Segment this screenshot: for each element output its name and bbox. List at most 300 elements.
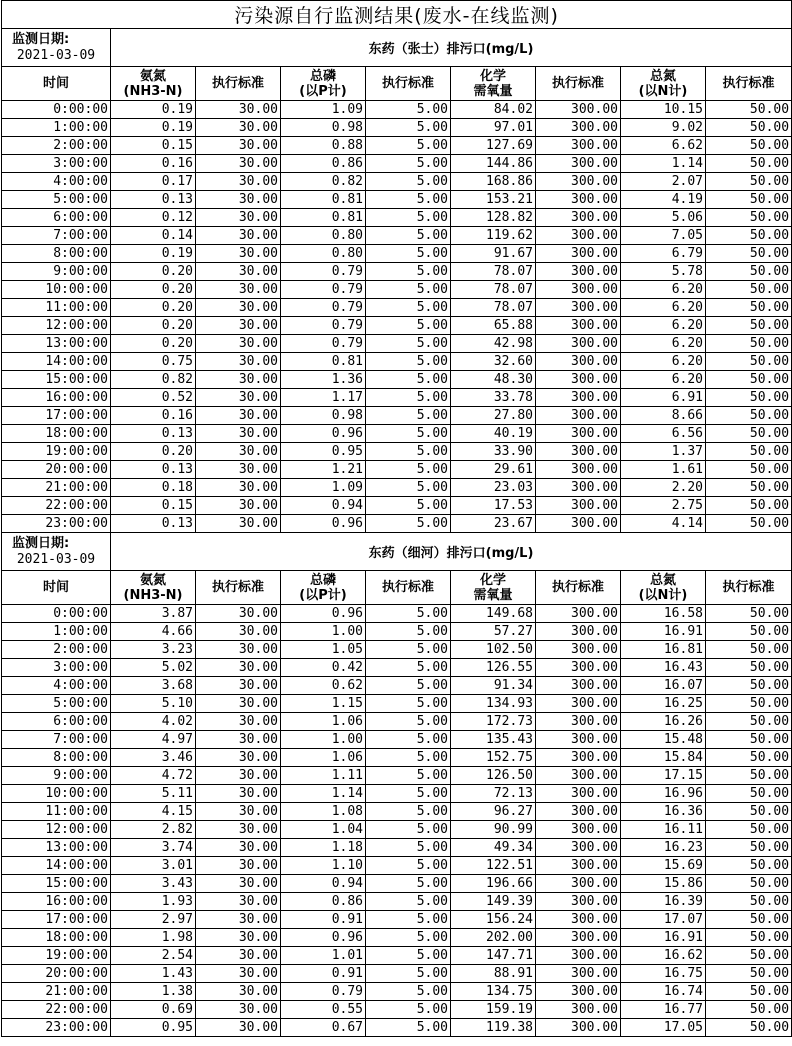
column-header-line1: 执行标准 — [381, 580, 434, 595]
value-cell: 30.00 — [196, 173, 281, 191]
outlet-title: 东药（张士）排污口(mg/L) — [111, 29, 792, 67]
value-cell: 0.79 — [281, 263, 366, 281]
value-cell: 1.00 — [281, 731, 366, 749]
value-cell: 16.77 — [621, 1001, 706, 1019]
value-cell: 50.00 — [706, 911, 792, 929]
value-cell: 5.00 — [366, 749, 451, 767]
value-cell: 5.78 — [621, 263, 706, 281]
value-cell: 0.13 — [111, 425, 196, 443]
value-cell: 5.00 — [366, 695, 451, 713]
value-cell: 5.00 — [366, 875, 451, 893]
value-cell: 5.00 — [366, 335, 451, 353]
value-cell: 300.00 — [536, 713, 621, 731]
value-cell: 50.00 — [706, 983, 792, 1001]
value-cell: 300.00 — [536, 425, 621, 443]
value-cell: 0.13 — [111, 461, 196, 479]
value-cell: 128.82 — [451, 209, 536, 227]
value-cell: 126.50 — [451, 767, 536, 785]
value-cell: 16.91 — [621, 929, 706, 947]
value-cell: 5.00 — [366, 623, 451, 641]
value-cell: 4.19 — [621, 191, 706, 209]
column-header-row — [2, 67, 792, 101]
time-cell: 5:00:00 — [2, 191, 111, 209]
value-cell: 5.00 — [366, 425, 451, 443]
time-cell: 15:00:00 — [2, 875, 111, 893]
value-cell: 3.46 — [111, 749, 196, 767]
value-cell: 32.60 — [451, 353, 536, 371]
value-cell: 50.00 — [706, 263, 792, 281]
value-cell: 0.95 — [281, 443, 366, 461]
table-row — [2, 875, 792, 893]
value-cell: 50.00 — [706, 497, 792, 515]
value-cell: 23.03 — [451, 479, 536, 497]
value-cell: 30.00 — [196, 947, 281, 965]
value-cell: 1.93 — [111, 893, 196, 911]
column-header-line2: (以N计) — [638, 587, 688, 603]
value-cell: 300.00 — [536, 875, 621, 893]
value-cell: 149.68 — [451, 605, 536, 623]
table-row — [2, 281, 792, 299]
value-cell: 0.94 — [281, 497, 366, 515]
value-cell: 5.00 — [366, 821, 451, 839]
table-row — [2, 623, 792, 641]
value-cell: 5.00 — [366, 1001, 451, 1019]
value-cell: 1.09 — [281, 101, 366, 119]
column-header — [706, 67, 792, 101]
value-cell: 50.00 — [706, 713, 792, 731]
table-row — [2, 1019, 792, 1037]
value-cell: 16.11 — [621, 821, 706, 839]
value-cell: 1.01 — [281, 947, 366, 965]
value-cell: 2.20 — [621, 479, 706, 497]
value-cell: 2.07 — [621, 173, 706, 191]
time-cell: 9:00:00 — [2, 767, 111, 785]
value-cell: 30.00 — [196, 335, 281, 353]
table-row — [2, 911, 792, 929]
value-cell: 6.20 — [621, 317, 706, 335]
column-header — [111, 67, 196, 101]
column-header — [281, 67, 366, 101]
time-cell: 17:00:00 — [2, 407, 111, 425]
table-row — [2, 119, 792, 137]
value-cell: 5.00 — [366, 731, 451, 749]
time-cell: 13:00:00 — [2, 335, 111, 353]
column-header-line2: (NH3-N) — [123, 587, 183, 603]
monitoring-table — [1, 0, 792, 1037]
value-cell: 5.00 — [366, 785, 451, 803]
value-cell: 0.91 — [281, 965, 366, 983]
value-cell: 50.00 — [706, 335, 792, 353]
value-cell: 300.00 — [536, 767, 621, 785]
value-cell: 30.00 — [196, 119, 281, 137]
value-cell: 6.79 — [621, 245, 706, 263]
value-cell: 6.20 — [621, 281, 706, 299]
time-cell: 8:00:00 — [2, 749, 111, 767]
value-cell: 30.00 — [196, 857, 281, 875]
value-cell: 1.18 — [281, 839, 366, 857]
column-header-line1: 总磷 — [309, 572, 336, 588]
value-cell: 16.81 — [621, 641, 706, 659]
value-cell: 50.00 — [706, 299, 792, 317]
column-header-line1: 氨氮 — [139, 68, 166, 84]
value-cell: 50.00 — [706, 209, 792, 227]
value-cell: 5.00 — [366, 1019, 451, 1037]
value-cell: 300.00 — [536, 371, 621, 389]
value-cell: 16.23 — [621, 839, 706, 857]
value-cell: 300.00 — [536, 911, 621, 929]
time-cell: 0:00:00 — [2, 101, 111, 119]
value-cell: 1.10 — [281, 857, 366, 875]
table-row — [2, 983, 792, 1001]
table-row — [2, 443, 792, 461]
value-cell: 50.00 — [706, 515, 792, 533]
time-cell: 0:00:00 — [2, 605, 111, 623]
value-cell: 0.13 — [111, 515, 196, 533]
time-cell: 18:00:00 — [2, 929, 111, 947]
value-cell: 300.00 — [536, 839, 621, 857]
value-cell: 0.12 — [111, 209, 196, 227]
time-cell: 18:00:00 — [2, 425, 111, 443]
column-header — [621, 67, 706, 101]
table-row — [2, 965, 792, 983]
value-cell: 50.00 — [706, 281, 792, 299]
time-cell: 5:00:00 — [2, 695, 111, 713]
time-cell: 2:00:00 — [2, 137, 111, 155]
time-cell: 9:00:00 — [2, 263, 111, 281]
monitoring-date-value: 2021-03-09 — [16, 551, 96, 567]
value-cell: 0.96 — [281, 425, 366, 443]
value-cell: 5.00 — [366, 515, 451, 533]
table-row — [2, 335, 792, 353]
value-cell: 0.19 — [111, 101, 196, 119]
value-cell: 30.00 — [196, 641, 281, 659]
time-cell: 3:00:00 — [2, 659, 111, 677]
value-cell: 0.79 — [281, 281, 366, 299]
value-cell: 15.86 — [621, 875, 706, 893]
value-cell: 48.30 — [451, 371, 536, 389]
column-header-line1: 执行标准 — [551, 76, 604, 91]
value-cell: 4.66 — [111, 623, 196, 641]
value-cell: 0.19 — [111, 119, 196, 137]
value-cell: 30.00 — [196, 659, 281, 677]
value-cell: 5.00 — [366, 605, 451, 623]
value-cell: 5.00 — [366, 209, 451, 227]
column-header-line2: 需氧量 — [473, 83, 513, 99]
value-cell: 50.00 — [706, 371, 792, 389]
report-title: 污染源自行监测结果(废水-在线监测) — [2, 1, 792, 29]
value-cell: 1.08 — [281, 803, 366, 821]
value-cell: 300.00 — [536, 695, 621, 713]
table-row — [2, 263, 792, 281]
value-cell: 0.80 — [281, 227, 366, 245]
value-cell: 78.07 — [451, 263, 536, 281]
title-row — [2, 1, 792, 29]
value-cell: 97.01 — [451, 119, 536, 137]
column-header — [2, 571, 111, 605]
value-cell: 50.00 — [706, 191, 792, 209]
table-row — [2, 497, 792, 515]
value-cell: 65.88 — [451, 317, 536, 335]
table-row — [2, 173, 792, 191]
value-cell: 300.00 — [536, 785, 621, 803]
table-row — [2, 839, 792, 857]
value-cell: 5.00 — [366, 173, 451, 191]
value-cell: 16.39 — [621, 893, 706, 911]
value-cell: 30.00 — [196, 191, 281, 209]
time-cell: 11:00:00 — [2, 299, 111, 317]
value-cell: 16.75 — [621, 965, 706, 983]
time-cell: 23:00:00 — [2, 515, 111, 533]
value-cell: 300.00 — [536, 299, 621, 317]
value-cell: 2.54 — [111, 947, 196, 965]
value-cell: 50.00 — [706, 947, 792, 965]
value-cell: 1.04 — [281, 821, 366, 839]
time-cell: 21:00:00 — [2, 983, 111, 1001]
time-cell: 7:00:00 — [2, 227, 111, 245]
value-cell: 5.00 — [366, 119, 451, 137]
value-cell: 30.00 — [196, 227, 281, 245]
value-cell: 91.34 — [451, 677, 536, 695]
value-cell: 30.00 — [196, 803, 281, 821]
monitoring-date-label: 监测日期: — [12, 535, 70, 551]
value-cell: 1.61 — [621, 461, 706, 479]
value-cell: 300.00 — [536, 623, 621, 641]
value-cell: 3.68 — [111, 677, 196, 695]
value-cell: 30.00 — [196, 209, 281, 227]
value-cell: 50.00 — [706, 731, 792, 749]
value-cell: 50.00 — [706, 425, 792, 443]
value-cell: 16.36 — [621, 803, 706, 821]
value-cell: 50.00 — [706, 659, 792, 677]
value-cell: 7.05 — [621, 227, 706, 245]
value-cell: 30.00 — [196, 767, 281, 785]
time-cell: 19:00:00 — [2, 947, 111, 965]
time-cell: 13:00:00 — [2, 839, 111, 857]
value-cell: 300.00 — [536, 515, 621, 533]
value-cell: 5.00 — [366, 245, 451, 263]
value-cell: 91.67 — [451, 245, 536, 263]
value-cell: 84.02 — [451, 101, 536, 119]
value-cell: 300.00 — [536, 641, 621, 659]
table-row — [2, 803, 792, 821]
table-row — [2, 821, 792, 839]
time-cell: 20:00:00 — [2, 461, 111, 479]
value-cell: 30.00 — [196, 353, 281, 371]
column-header — [196, 67, 281, 101]
value-cell: 300.00 — [536, 209, 621, 227]
value-cell: 300.00 — [536, 929, 621, 947]
value-cell: 0.20 — [111, 317, 196, 335]
value-cell: 300.00 — [536, 479, 621, 497]
value-cell: 50.00 — [706, 407, 792, 425]
value-cell: 5.00 — [366, 677, 451, 695]
value-cell: 134.93 — [451, 695, 536, 713]
table-row — [2, 155, 792, 173]
section-info-row — [2, 29, 792, 67]
value-cell: 300.00 — [536, 893, 621, 911]
value-cell: 50.00 — [706, 623, 792, 641]
value-cell: 300.00 — [536, 731, 621, 749]
value-cell: 5.00 — [366, 317, 451, 335]
value-cell: 0.69 — [111, 1001, 196, 1019]
value-cell: 159.19 — [451, 1001, 536, 1019]
value-cell: 50.00 — [706, 101, 792, 119]
time-cell: 7:00:00 — [2, 731, 111, 749]
value-cell: 16.43 — [621, 659, 706, 677]
value-cell: 50.00 — [706, 605, 792, 623]
value-cell: 300.00 — [536, 497, 621, 515]
value-cell: 16.74 — [621, 983, 706, 1001]
value-cell: 16.26 — [621, 713, 706, 731]
value-cell: 5.00 — [366, 263, 451, 281]
table-row — [2, 299, 792, 317]
value-cell: 30.00 — [196, 461, 281, 479]
value-cell: 300.00 — [536, 227, 621, 245]
value-cell: 50.00 — [706, 839, 792, 857]
value-cell: 0.75 — [111, 353, 196, 371]
value-cell: 0.82 — [111, 371, 196, 389]
time-cell: 1:00:00 — [2, 623, 111, 641]
value-cell: 5.11 — [111, 785, 196, 803]
value-cell: 5.00 — [366, 353, 451, 371]
value-cell: 147.71 — [451, 947, 536, 965]
value-cell: 0.79 — [281, 317, 366, 335]
value-cell: 50.00 — [706, 317, 792, 335]
value-cell: 5.00 — [366, 443, 451, 461]
value-cell: 127.69 — [451, 137, 536, 155]
value-cell: 5.00 — [366, 839, 451, 857]
value-cell: 300.00 — [536, 389, 621, 407]
value-cell: 5.00 — [366, 983, 451, 1001]
column-header-line1: 执行标准 — [551, 580, 604, 595]
value-cell: 1.15 — [281, 695, 366, 713]
column-header-line2: (以P计) — [299, 587, 347, 603]
value-cell: 0.42 — [281, 659, 366, 677]
value-cell: 5.00 — [366, 947, 451, 965]
table-row — [2, 317, 792, 335]
value-cell: 5.00 — [366, 641, 451, 659]
value-cell: 0.52 — [111, 389, 196, 407]
value-cell: 5.00 — [366, 767, 451, 785]
value-cell: 5.00 — [366, 659, 451, 677]
table-row — [2, 245, 792, 263]
column-header — [451, 571, 536, 605]
column-header — [366, 67, 451, 101]
value-cell: 5.00 — [366, 911, 451, 929]
monitoring-date-value: 2021-03-09 — [16, 47, 96, 63]
value-cell: 144.86 — [451, 155, 536, 173]
value-cell: 4.97 — [111, 731, 196, 749]
value-cell: 3.87 — [111, 605, 196, 623]
value-cell: 0.20 — [111, 335, 196, 353]
value-cell: 3.23 — [111, 641, 196, 659]
value-cell: 0.91 — [281, 911, 366, 929]
value-cell: 300.00 — [536, 461, 621, 479]
value-cell: 23.67 — [451, 515, 536, 533]
value-cell: 5.00 — [366, 371, 451, 389]
value-cell: 2.97 — [111, 911, 196, 929]
value-cell: 30.00 — [196, 281, 281, 299]
time-cell: 8:00:00 — [2, 245, 111, 263]
value-cell: 17.15 — [621, 767, 706, 785]
value-cell: 1.06 — [281, 749, 366, 767]
value-cell: 300.00 — [536, 1001, 621, 1019]
value-cell: 1.14 — [281, 785, 366, 803]
column-header — [706, 571, 792, 605]
value-cell: 0.15 — [111, 497, 196, 515]
time-cell: 14:00:00 — [2, 857, 111, 875]
value-cell: 30.00 — [196, 623, 281, 641]
time-cell: 6:00:00 — [2, 209, 111, 227]
value-cell: 0.17 — [111, 173, 196, 191]
time-cell: 17:00:00 — [2, 911, 111, 929]
value-cell: 30.00 — [196, 299, 281, 317]
value-cell: 30.00 — [196, 371, 281, 389]
value-cell: 50.00 — [706, 479, 792, 497]
time-cell: 21:00:00 — [2, 479, 111, 497]
time-cell: 1:00:00 — [2, 119, 111, 137]
value-cell: 88.91 — [451, 965, 536, 983]
value-cell: 5.00 — [366, 713, 451, 731]
value-cell: 5.00 — [366, 389, 451, 407]
value-cell: 1.09 — [281, 479, 366, 497]
value-cell: 16.25 — [621, 695, 706, 713]
column-header — [281, 571, 366, 605]
value-cell: 172.73 — [451, 713, 536, 731]
value-cell: 0.81 — [281, 209, 366, 227]
value-cell: 9.02 — [621, 119, 706, 137]
table-row — [2, 101, 792, 119]
time-cell: 4:00:00 — [2, 677, 111, 695]
value-cell: 300.00 — [536, 353, 621, 371]
value-cell: 30.00 — [196, 263, 281, 281]
value-cell: 15.84 — [621, 749, 706, 767]
value-cell: 30.00 — [196, 965, 281, 983]
value-cell: 5.00 — [366, 893, 451, 911]
column-header-line1: 化学 — [479, 68, 506, 84]
value-cell: 0.62 — [281, 677, 366, 695]
value-cell: 6.91 — [621, 389, 706, 407]
column-header — [536, 571, 621, 605]
value-cell: 0.98 — [281, 407, 366, 425]
column-header-line1: 总氮 — [649, 68, 676, 84]
value-cell: 300.00 — [536, 1019, 621, 1037]
time-cell: 3:00:00 — [2, 155, 111, 173]
time-cell: 20:00:00 — [2, 965, 111, 983]
value-cell: 3.43 — [111, 875, 196, 893]
value-cell: 5.00 — [366, 929, 451, 947]
column-header-line2: 需氧量 — [473, 587, 513, 603]
value-cell: 300.00 — [536, 983, 621, 1001]
time-cell: 19:00:00 — [2, 443, 111, 461]
value-cell: 300.00 — [536, 677, 621, 695]
value-cell: 168.86 — [451, 173, 536, 191]
value-cell: 0.88 — [281, 137, 366, 155]
value-cell: 300.00 — [536, 965, 621, 983]
table-row — [2, 893, 792, 911]
value-cell: 30.00 — [196, 497, 281, 515]
table-row — [2, 461, 792, 479]
value-cell: 5.00 — [366, 407, 451, 425]
value-cell: 102.50 — [451, 641, 536, 659]
value-cell: 50.00 — [706, 677, 792, 695]
table-row — [2, 677, 792, 695]
value-cell: 57.27 — [451, 623, 536, 641]
value-cell: 0.67 — [281, 1019, 366, 1037]
value-cell: 30.00 — [196, 677, 281, 695]
value-cell: 50.00 — [706, 695, 792, 713]
value-cell: 0.96 — [281, 605, 366, 623]
